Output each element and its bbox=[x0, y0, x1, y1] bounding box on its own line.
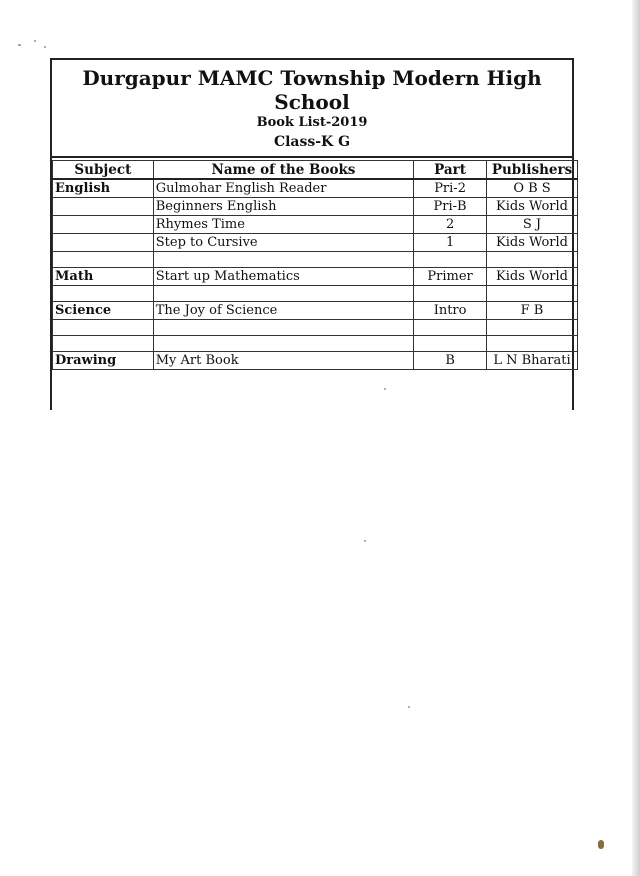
cell-book: Beginners English bbox=[153, 198, 413, 216]
book-list-sheet bbox=[50, 58, 574, 410]
cell-part: Intro bbox=[414, 302, 487, 320]
cell-part: B bbox=[414, 352, 487, 370]
cell-subject bbox=[53, 320, 154, 336]
cell-book bbox=[153, 336, 413, 352]
table-row bbox=[53, 216, 578, 234]
cell-part: 2 bbox=[414, 216, 487, 234]
book-list-table bbox=[52, 160, 578, 370]
cell-publisher: F B bbox=[487, 302, 578, 320]
cell-book bbox=[153, 252, 413, 268]
cell-subject: English bbox=[53, 179, 154, 198]
table-row bbox=[53, 268, 578, 286]
scan-edge-shadow bbox=[632, 0, 640, 876]
cell-publisher: S J bbox=[487, 216, 578, 234]
cell-book bbox=[153, 286, 413, 302]
cell-publisher: L N Bharati bbox=[487, 352, 578, 370]
cell-part bbox=[414, 286, 487, 302]
header-publishers: Publishers bbox=[487, 161, 578, 180]
cell-part: Pri-2 bbox=[414, 179, 487, 198]
header-part: Part bbox=[414, 161, 487, 180]
cell-publisher: Kids World bbox=[487, 234, 578, 252]
cell-subject: Drawing bbox=[53, 352, 154, 370]
cell-publisher: Kids World bbox=[487, 198, 578, 216]
cell-publisher bbox=[487, 320, 578, 336]
table-row-empty bbox=[53, 286, 578, 302]
table-row bbox=[53, 179, 578, 198]
book-list-title: Book List-2019 bbox=[256, 115, 368, 130]
cell-book: The Joy of Science bbox=[153, 302, 413, 320]
cell-book: Gulmohar English Reader bbox=[153, 179, 413, 198]
cell-subject: Science bbox=[53, 302, 154, 320]
cell-publisher: Kids World bbox=[487, 268, 578, 286]
table-row bbox=[53, 302, 578, 320]
class-label: Class-K G bbox=[273, 134, 351, 150]
cell-part bbox=[414, 336, 487, 352]
table-row-empty bbox=[53, 336, 578, 352]
cell-part: Pri-B bbox=[414, 198, 487, 216]
cell-book: Step to Cursive bbox=[153, 234, 413, 252]
cell-part bbox=[414, 320, 487, 336]
cell-part bbox=[414, 252, 487, 268]
school-name: Durgapur MAMC Township Modern High School bbox=[82, 66, 542, 114]
cell-book: Rhymes Time bbox=[153, 216, 413, 234]
table-row bbox=[53, 234, 578, 252]
cell-subject: Math bbox=[53, 268, 154, 286]
cell-book: My Art Book bbox=[153, 352, 413, 370]
cell-subject bbox=[53, 198, 154, 216]
cell-publisher bbox=[487, 336, 578, 352]
table-row-empty bbox=[53, 252, 578, 268]
table-row-empty bbox=[53, 320, 578, 336]
cell-publisher bbox=[487, 286, 578, 302]
cell-subject bbox=[53, 234, 154, 252]
cell-part: Primer bbox=[414, 268, 487, 286]
cell-book: Start up Mathematics bbox=[153, 268, 413, 286]
table-row bbox=[53, 352, 578, 370]
cell-subject bbox=[53, 216, 154, 234]
cell-subject bbox=[53, 336, 154, 352]
cell-part: 1 bbox=[414, 234, 487, 252]
table-row bbox=[53, 198, 578, 216]
header-subject: Subject bbox=[53, 161, 154, 180]
cell-publisher bbox=[487, 252, 578, 268]
cell-book bbox=[153, 320, 413, 336]
header-book-name: Name of the Books bbox=[153, 161, 413, 180]
table-header-row bbox=[53, 161, 578, 180]
cell-subject bbox=[53, 252, 154, 268]
cell-publisher: O B S bbox=[487, 179, 578, 198]
cell-subject bbox=[53, 286, 154, 302]
sheet-header bbox=[52, 60, 572, 158]
